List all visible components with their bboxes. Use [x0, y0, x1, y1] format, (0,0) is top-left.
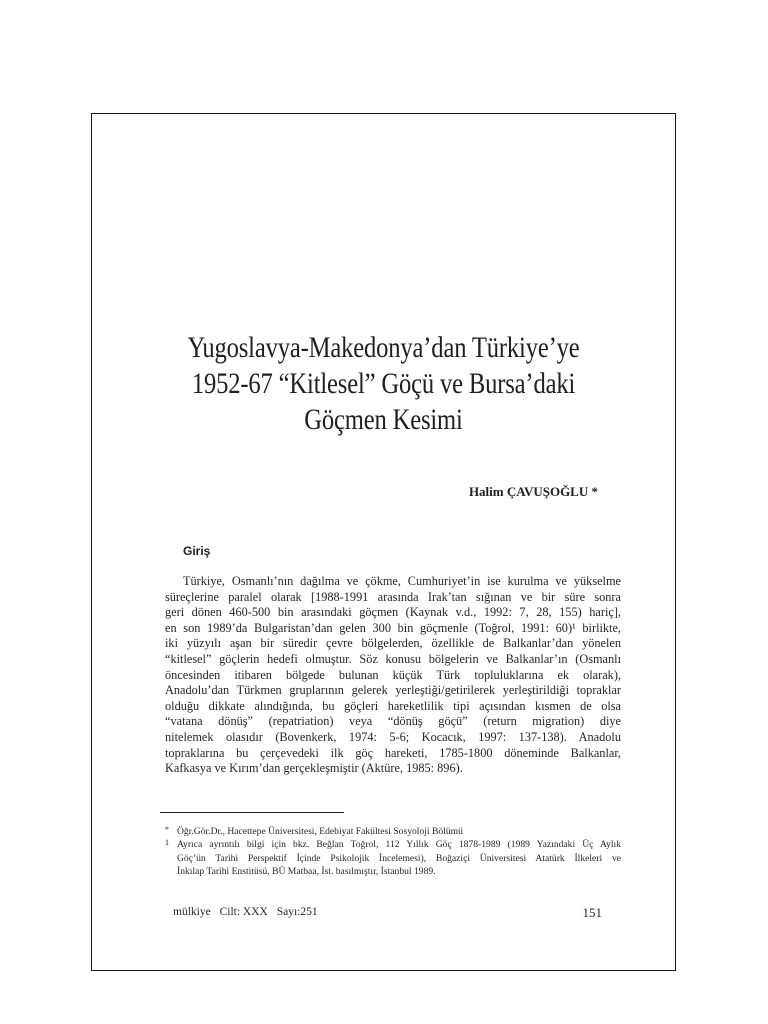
- footnote-line: İnkılap Tarihi Enstitüsü, BÜ Matbaa, İst. basılmıştır, İstanbul 1989.: [177, 866, 436, 878]
- journal-name: mülkiye: [173, 906, 211, 918]
- body-line: nitelemek olasıdır (Bovenkerk, 1974: 5-6; Kocacık, 1997: 137-138). Anadolu: [165, 729, 621, 744]
- issue-label: Sayı:251: [276, 906, 318, 918]
- footnote-line: Ayrıca ayrıntılı bilgi için bkz. Beğlan Toğrol, 112 Yıllık Göç 1878-1989 (1989 Yazındaki Üç Aylık: [177, 839, 621, 851]
- footnote-line: Göç’ün Tarihi Perspektif İçinde Psikolojik İncelemesi), Boğaziçi Üniversitesi Atatürk İlkeleri ve: [177, 852, 621, 864]
- footnote-mark: 1: [165, 838, 169, 848]
- page-number: 151: [582, 905, 602, 920]
- body-line: Türkiye, Osmanlı’nın dağılma ve çökme, Cumhuriyet’in ise kurulma ve yükselme: [183, 574, 621, 588]
- body-line: Kafkasya ve Kırım’dan gerçekleşmiştir (Aktüre, 1985: 896).: [165, 761, 463, 776]
- author-name: Halim ÇAVUŞOĞLU *: [468, 484, 598, 499]
- body-line: Anadolu’dan Türkmen gruplarının gelerek yerleştiği/getirilerek yerleştirildiği topraklar: [165, 683, 621, 698]
- body-paragraph: [165, 574, 621, 777]
- body-line: olduğu dikkate alındığında, bu göçleri hareketlilik tipi açısından kısmen de olsa: [165, 698, 621, 713]
- body-line: “vatana dönüş” (repatriation) veya “dönüş göçü” (return migration) diye: [165, 714, 621, 729]
- body-line: öncesinden itibaren bölgede bulunan küçük Türk topluluklarına ek olarak),: [165, 667, 621, 682]
- body-line: geri dönen 460-500 bin arasındaki göçmen (Kaynak v.d., 1992: 7, 28, 155) hariç],: [165, 605, 621, 620]
- footnote-mark: *: [165, 825, 169, 834]
- body-line: “kitlesel” göçlerin hedefi olmuştur. Söz konusu bölgelerin ve Balkanlar’ın (Osmanlı: [165, 651, 621, 666]
- footnote-line: Öğr.Gör.Dr., Hacettepe Üniversitesi, Edebiyat Fakültesi Sosyoloji Bölümü: [177, 826, 463, 837]
- body-line: iki yüzyılı aşan bir süredir çevre bölgelerden, özellikle de Balkanlar’dan yönelen: [165, 636, 621, 651]
- volume-label: Cilt: XXX: [219, 906, 268, 918]
- title-line-2: 1952-67 “Kitlesel” Göçü ve Bursa’daki: [191, 367, 576, 400]
- running-footer: [173, 906, 324, 918]
- title-line-3: Göçmen Kesimi: [304, 403, 463, 436]
- body-line: topraklarına bu çerçevedeki ilk göç hareketi, 1785-1800 döneminde Balkanlar,: [165, 745, 621, 760]
- body-line: süreçlerine paralel olarak [1988-1991 arasında Irak’tan sığınan ve bir süre sonra: [165, 589, 621, 604]
- footnote-separator: [160, 812, 344, 813]
- footnotes: [165, 825, 621, 879]
- footnote-1: [165, 838, 621, 878]
- footnote-author: [165, 825, 621, 838]
- section-heading: Giriş: [183, 544, 211, 558]
- body-line: en son 1989’da Bulgaristan’dan gelen 300 bin göçmenle (Toğrol, 1991: 60)¹ birlikte,: [165, 620, 621, 635]
- title-line-1: Yugoslavya-Makedonya’dan Türkiye’ye: [187, 331, 580, 364]
- article-title: [144, 330, 624, 438]
